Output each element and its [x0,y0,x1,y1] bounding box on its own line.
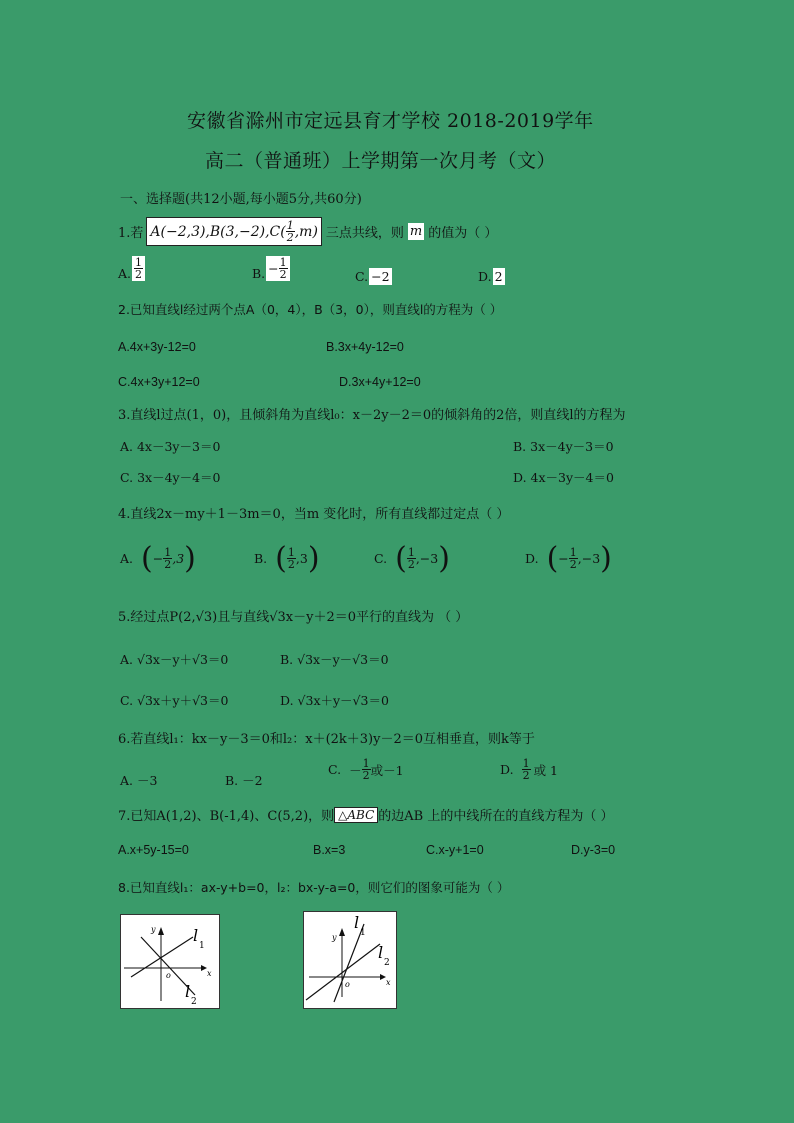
q7-triangle: △ABC [334,807,378,823]
q1-option-b: B. − $\frac{1}{2}$ [252,256,290,281]
q2-option-c: C.4x+3y+12=0 [118,375,200,389]
q1-option-c: C. −2 [355,269,390,284]
x-label: x [207,969,212,978]
q1-fraction: $\frac{1}{2}$ [286,219,294,244]
q6-option-a: A. －3 [120,773,158,788]
q6-option-c: C. － $\frac{1}{2}$ 或－1 [328,757,404,782]
l1-subscript: 1 [199,941,205,951]
q4-option-c: C. ( $\frac{1}{2}$ ,−3 ) [374,541,450,576]
q3-option-b: B. 3x－4y－3＝0 [513,439,614,454]
q1-mid: 三点共线，则 [325,226,404,241]
q2-option-a: A.4x+3y-12=0 [118,340,196,354]
q6-option-b: B. －2 [225,773,263,788]
q1-option-a: A. $\frac{1}{2}$ [118,256,145,281]
y-axis-arrow [339,928,345,936]
q5-option-d: D. √3x＋y－√3＝0 [280,693,389,708]
question-8: 8.已知直线l₁：ax-y+b=0，l₂：bx-y-a=0，则它们的图象可能为（ ） [118,880,510,895]
q1-var: m [409,224,423,239]
l1-label: l [193,926,199,945]
x-label: x [386,978,391,987]
q4-option-b: B. ( $\frac{1}{2}$ ,3 ) [254,541,320,576]
question-7 [118,805,613,824]
q1-prefix: 1.若 [118,226,144,241]
q1-suffix: 的值为（ ） [428,226,498,241]
q5-option-a: A. √3x－y＋√3＝0 [120,652,229,667]
q2-option-d: D.3x+4y+12=0 [339,375,421,389]
l1-subscript: 1 [360,928,366,938]
q1-points-end: ,m) [294,223,318,240]
q5-option-c: C. √3x＋y＋√3＝0 [120,693,229,708]
line-l1 [131,937,193,977]
l2-label: l [378,943,384,962]
y-axis-arrow [158,927,164,935]
question-6: 6.若直线l₁：kx－y－3＝0和l₂：x＋(2k＋3)y－2＝0互相垂直，则k等于 [118,732,535,747]
q3-option-c: C. 3x－4y－4＝0 [120,470,221,485]
question-4: 4.直线2x－my＋1－3m＝0，当m 变化时，所有直线都过定点（ ） [118,507,510,522]
doc-title-line1: 安徽省滁州市定远县育才学校 2018-2019学年 [187,110,594,132]
q7-option-a: A.x+5y-15=0 [118,843,189,857]
q1-points-box [146,217,322,246]
y-label: y [151,925,156,934]
origin-label: o [345,980,350,989]
line-l2 [306,944,380,1000]
q1-option-d: D. 2 [478,269,503,284]
question-5: 5.经过点P(2,√3)且与直线√3x－y＋2＝0平行的直线为 （ ） [118,610,469,625]
question-1 [118,217,497,246]
q8-figure-1 [120,914,220,1009]
q4-option-d: D. ( − $\frac{1}{2}$ ,−3 ) [525,541,612,576]
q7-option-b: B.x=3 [313,843,346,857]
question-3: 3.直线l过点(1，0)，且倾斜角为直线l₀：x－2y－2＝0的倾斜角的2倍，则直线l的方程为 [118,408,626,423]
q7-suffix: 的边AB 上的中线所在的直线方程为（ ） [378,809,614,824]
q4-option-a: A. ( − $\frac{1}{2}$ ,3 ) [120,541,196,576]
doc-title-line2: 高二（普通班）上学期第一次月考（文） [205,150,557,172]
q7-prefix: 7.已知A(1,2)、B(-1,4)、C(5,2)，则 [118,809,335,824]
origin-label: o [166,971,171,980]
question-2: 2.已知直线l经过两个点A（0，4），B（3，0），则直线l的方程为（ ） [118,302,503,317]
q1-points: A(−2,3),B(3,−2),C( [150,223,286,240]
q5-option-b: B. √3x－y－√3＝0 [280,652,389,667]
q6-option-d: D. $\frac{1}{2}$ 或 1 [500,757,558,782]
l2-subscript: 2 [191,997,197,1007]
q3-option-a: A. 4x－3y－3＝0 [120,439,221,454]
l1-label: l [354,913,360,932]
q7-option-d: D.y-3=0 [571,843,616,857]
y-label: y [332,933,337,942]
q8-figure-2 [303,911,397,1009]
q3-option-d: D. 4x－3y－4＝0 [513,470,614,485]
q7-option-c: C.x-y+1=0 [426,843,484,857]
section-heading: 一、选择题(共12小题,每小题5分,共60分) [120,192,362,207]
l2-label: l [185,982,191,1001]
l2-subscript: 2 [384,958,390,968]
q2-option-b: B.3x+4y-12=0 [326,340,404,354]
